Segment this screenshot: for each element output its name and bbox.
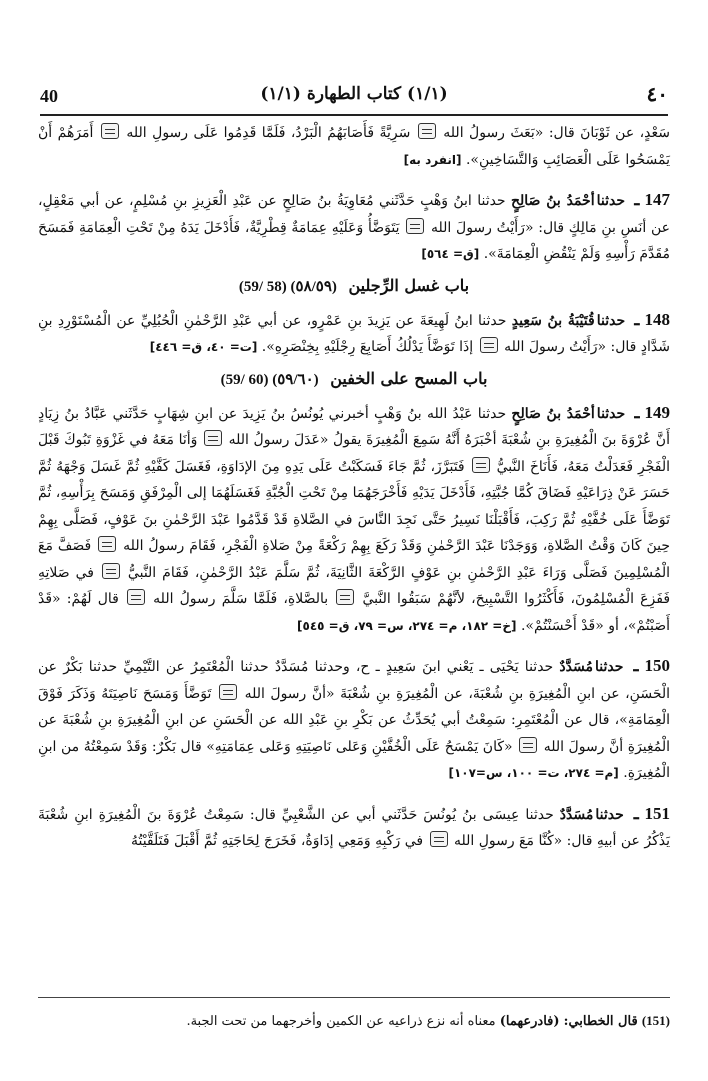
salutation-glyph-icon <box>101 123 119 139</box>
salutation-glyph-icon <box>127 589 145 605</box>
main-text <box>38 120 670 855</box>
chapter-heading <box>38 272 670 301</box>
salutation-glyph-icon <box>519 737 537 753</box>
haddathana-label: حدثنا <box>596 405 626 422</box>
first-narrator: أحْمَدُ بنُ صَالِحٍ <box>510 193 595 209</box>
page-header <box>40 80 668 116</box>
haddathana-label: حدثنا <box>596 312 626 329</box>
first-narrator: مُسَدَّدٌ <box>559 659 593 675</box>
page-number-arabic: ٤٠ <box>646 82 668 106</box>
footnote <box>38 1010 670 1033</box>
footnote-number: (151) <box>641 1013 670 1028</box>
reference-bracket: [انفرد به] <box>403 152 462 167</box>
salutation-glyph-icon <box>418 123 436 139</box>
hadith-text: بالصَّلاةِ، فَلَمَّا سَلَّمَ رسولُ الله <box>153 591 329 607</box>
intro-text-a: سَعْدٍ، عن ثَوْبَانَ قال: «بَعَثَ رسولُ الله <box>443 125 671 141</box>
hadith-number: 150 ـ <box>633 656 671 675</box>
hadith-text: حدثنا ابنُ لَهِيعَةَ عن يَزِيدَ بنِ عَمْرٍو، عن أبي عَبْدِ الرَّحْمٰنِ الْحُبُلِيِّ عن الْمُسْتَوْرِدِ بنِ شَدَّادٍ قال: «رَأَيْتُ رسولَ الله <box>38 312 670 355</box>
reference-bracket: [م= ٢٧٤، ت= ١٠٠، س=١٠٧] <box>448 766 619 780</box>
hadith-text: «كَانَ يَمْسَحُ عَلَى الْخُفَّيْنِ وَعَلى نَاصِيَتِهِ وَعَلى عِمَامَتِهِ» قال بَكْرٌ: وَقَدْ سَمِعْتُهُ من ابنِ الْمُغِيرَةِ. <box>38 738 670 781</box>
hadith-text: تَوَضَّأَ وَمَسَحَ نَاصِيَتَهُ وَذَكَرَ فَوْقَ الْعِمَامَةِ»، قال عن الْمُعْتَمِرِ: سَمِعْتُ أبي يُحَدِّثُ عن بَكْرِ بنِ عَبْدِ الله عن الْحَسَنِ عن ابنِ الْمُغِيرَةِ بنِ شُعْبَةَ عن الْمُغِيرَةِ أنَّ رسولَ الله <box>38 685 671 755</box>
hadith-text: قال لَهُمْ: «قَدْ أَصَبْتُمْ»، أو «قَدْ أَحْسَنْتُمْ». <box>38 591 670 634</box>
hadith-number: 151 ـ <box>633 803 671 823</box>
chapter-heading <box>38 365 670 394</box>
hadith-text: حدثنا ابنُ وَهْبٍ حَدَّثَني مُعَاوِيَةُ بنُ صَالِحٍ عن عَبْدِ الْعَزِيزِ بنِ مُسْلِمٍ، عن أبي مَعْقِلٍ، عن أنَسِ بنِ مَالِكٍ قال: «رَأَيْتُ رسولَ الله <box>38 193 671 236</box>
salutation-glyph-icon <box>336 589 354 605</box>
footnote-text: معناه أنه نزع ذراعيه عن الكمين وأخرجهما من تحت الجبة. <box>186 1014 496 1029</box>
hadith-151 <box>38 801 670 855</box>
first-narrator: مُسَدَّدٌ <box>559 806 594 823</box>
salutation-glyph-icon <box>219 684 237 700</box>
hadith-148 <box>38 307 670 361</box>
salutation-glyph-icon <box>204 430 222 446</box>
footnote-divider <box>38 997 670 998</box>
hadith-text: يَتَوَضَّأُ وَعَلَيْهِ عِمَامَةٌ قِطْرِيَّةٌ، فَأَدْخَلَ يَدَهُ مِنْ تَحْتِ الْعِمَامَةِ فَمَسَحَ مُقَدَّمَ رَأْسِهِ وَلَمْ يَنْقُضِ الْعِمَامَةَ». <box>38 219 670 262</box>
reference-bracket: [ق= ٥٦٤] <box>421 247 480 261</box>
hadith-text: فَتَبَرَّزَ، ثُمَّ جَاءَ فَسَكَبْتُ عَلَى يَدِهِ مِنَ الإدَاوَةِ، فَغَسَلَ كَفَّيْهِ ثُمَّ غَسَلَ وَجْهَهُ ثُمَّ حَسَرَ عَنْ ذِرَاعَيْهِ فَضَاقَ كُمَّا جُبَّتِهِ، فَأَدْخَلَ يَدَيْهِ فَأَخْرَجَهُمَا مِنْ تَحْتِ الْجُبَّةِ فَغَسَلَهُمَا إلى الْمِرْفَقِ وَمَسَحَ بِرَأْسِهِ، ثُمَّ تَوَضَّأَ عَلَى خُفَّيْهِ ثُمَّ رَكِبَ، فَأَقْبَلْنَا نَسِيرُ حَتَّى نَجِدَ النَّاسَ في الصَّلاةِ قَدْ قَدَّمُوا عَبْدَ الرَّحْمٰنِ بنَ عَوْفٍ، فَصَلَّى بِهِمْ حِينَ كَانَ وَقْتُ الصَّلاةِ، وَوَجَدْنَا عَبْدَ الرَّحْمٰنِ وَقَدْ رَكَعَ بِهِمْ رَكْعَةً مِنْ صَلاةِ الْفَجْرِ، فَقَامَ رسولُ الله <box>38 458 671 554</box>
haddathana-label: حدثنا <box>596 193 625 209</box>
haddathana-label: حدثنا <box>594 659 624 675</box>
hadith-147 <box>38 187 670 268</box>
salutation-glyph-icon <box>480 337 498 353</box>
intro-text-b: سَرِيَّةً فَأَصَابَهُمُ الْبَرْدُ، فَلَمَّا قَدِمُوا عَلَى رسولِ الله <box>126 125 411 141</box>
footnote-term: (فادرعهما) <box>499 1014 560 1029</box>
hadith-text: حدثنا عِيسَى بنُ يُونُسَ حَدَّثَني أبي عن الشَّعْبِيِّ قال: سَمِعْتُ عُرْوَةَ بنَ الْمُغِيرَةِ ابنِ شُعْبَةَ يَذْكُرُ عن أبيهِ قال: «كُنَّا مَعَ رسولِ الله <box>38 806 670 849</box>
hadith-149 <box>38 400 670 640</box>
hadith-150 <box>38 653 670 787</box>
chapter-title: باب غسل الرِّجلين <box>348 275 470 295</box>
footnote-label: قال الخطابي: <box>563 1014 638 1029</box>
salutation-glyph-icon <box>406 218 424 234</box>
hadith-text: في رَكْبِهِ وَمَعِي إدَاوَةٌ، فَخَرَجَ لِحَاجَتِهِ ثُمَّ أَقْبَلَ فَتَلَقَّيْتُهُ <box>130 833 424 849</box>
chapter-numbers: (٥٨/٥٩) (58 /59) <box>238 278 337 295</box>
running-title: (١/١) كتاب الطهارة (١/١) <box>260 84 448 104</box>
chapter-numbers: (٥٩/٦٠) (60 /59) <box>220 371 319 388</box>
reference-bracket: [ت= ٤٠، ق= ٤٤٦] <box>149 340 258 354</box>
page-number-latin: 40 <box>40 86 58 106</box>
hadith-text: في صَلاتِهِ فَفَزِعَ الْمُسْلِمُونَ، فَأَكْثَرُوا التَّسْبِيحَ، لأنَّهُمْ سَبَقُوا النَّبيَّ <box>38 564 671 607</box>
hadith-text: إذَا تَوَضَّأَ يَدْلُكُ أَصَابِعَ رِجْلَيْهِ بِخِنْصَرِهِ». <box>261 339 474 355</box>
hadith-text: حدثنا عَبْدُ الله بنُ وَهْبٍ أخبرني يُونُسُ بنُ يَزِيدَ عن ابنِ شِهَابٍ حَدَّثَني عَبَّادُ بنُ زِيَادٍ أَنَّ عُرْوَةَ بنَ الْمُغِيرَةِ بنِ شُعْبَةَ أخْبَرَهُ أَنَّهُ سَمِعَ الْمُغِيرَةَ يقولُ «عَدَلَ رسولُ الله <box>38 405 670 448</box>
hadith-number: 148 ـ <box>634 309 671 329</box>
intro-text-c: أَمَرَهُمْ أَنْ يَمْسَحُوا عَلَى الْعَصَائِبِ وَالتَّسَاخِينِ». <box>38 125 670 168</box>
hadith-text: حدثنا يَحْيَى ـ يَعْني ابنَ سَعِيدٍ ـ ح، وحدثنا مُسَدَّدٌ حدثنا الْمُعْتَمِرُ عن التَّيْمِيِّ حدثنا بَكْرٌ عن الْحَسَنِ، عن ابنِ الْمُغِيرَةِ بنِ شُعْبَةَ، عن الْمُغِيرَةِ بنِ شُعْبَةَ «أنَّ رسولَ الله <box>38 659 671 702</box>
hadith-text: وَأنَا مَعَهُ في غَزْوَةِ تَبُوكَ قَبْلَ الْفَجْرِ فَعَدَلْتُ مَعَهُ، فَأَنَاخَ النَّبيُّ <box>38 432 670 475</box>
salutation-glyph-icon <box>430 831 448 847</box>
chapter-title: باب المسح على الخفين <box>330 368 488 388</box>
haddathana-label: حدثنا <box>595 806 624 823</box>
first-narrator: قُتَيْبَةُ بنُ سَعِيدٍ <box>511 312 595 329</box>
hadith-number: 149 ـ <box>634 402 671 422</box>
salutation-glyph-icon <box>98 536 116 552</box>
intro-paragraph <box>38 120 670 173</box>
salutation-glyph-icon <box>472 457 490 473</box>
reference-bracket: [خ= ١٨٢، م= ٢٧٤، س= ٧٩، ق= ٥٤٥] <box>297 618 517 633</box>
hadith-text: فَصَفَّ مَعَ الْمُسْلِمِينَ فَصَلَّى وَرَاءَ عَبْدِ الرَّحْمٰنِ بنِ عَوْفٍ الرَّكْعَةَ الثَّانِيَةَ، ثُمَّ سَلَّمَ عَبْدُ الرَّحْمٰنِ، فَقَامَ النَّبيُّ <box>38 538 670 581</box>
salutation-glyph-icon <box>102 563 120 579</box>
first-narrator: أحْمَدُ بنُ صَالِحٍ <box>511 405 595 422</box>
hadith-number: 147 ـ <box>634 190 671 209</box>
